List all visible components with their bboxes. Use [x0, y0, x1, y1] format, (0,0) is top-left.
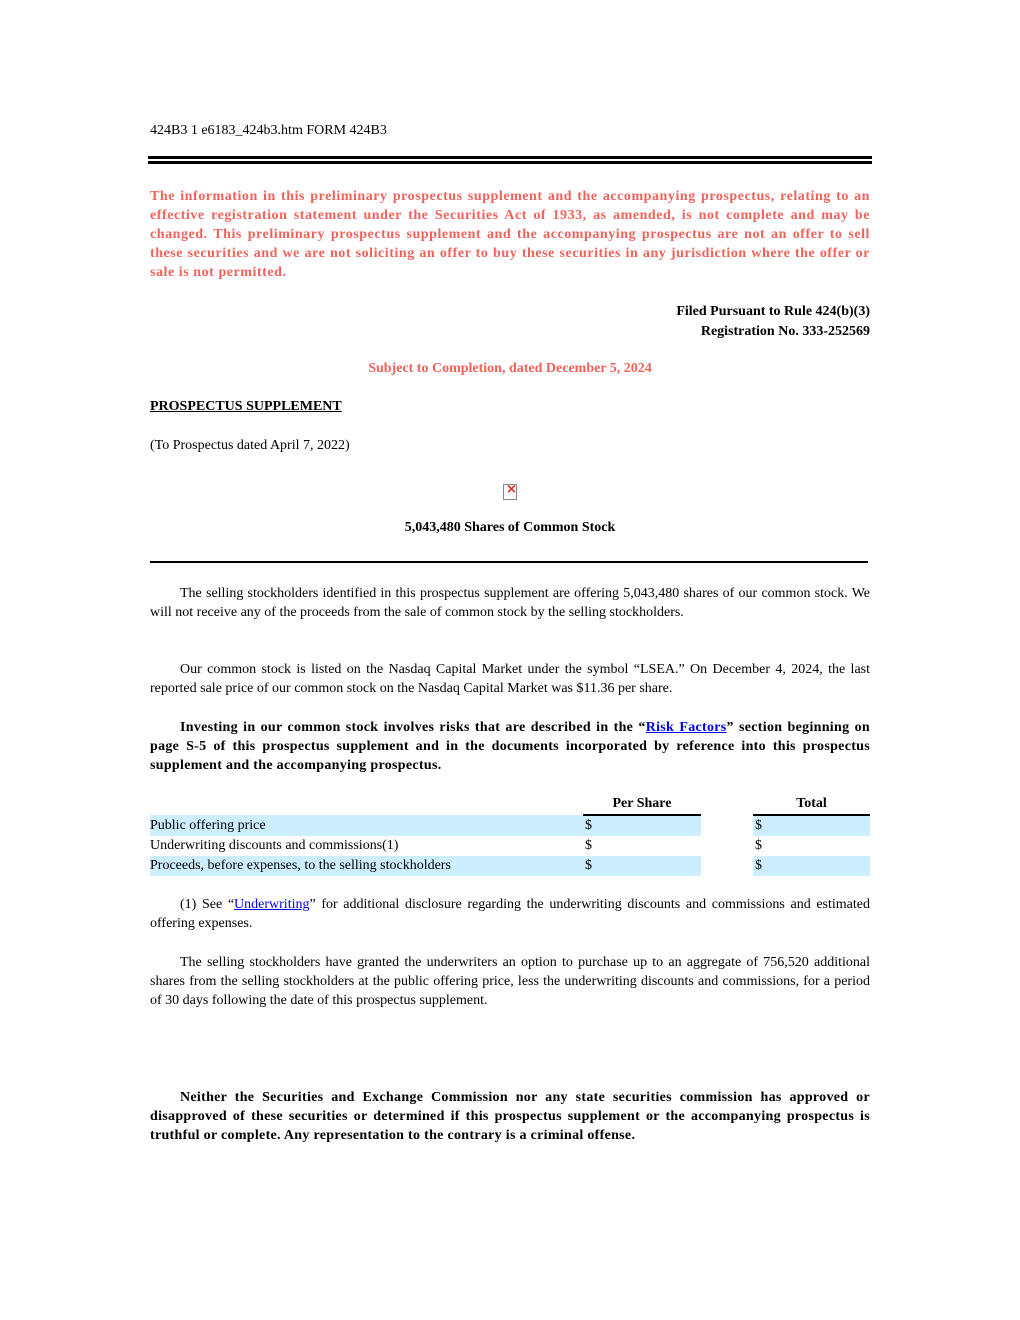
total-value: $ — [753, 856, 870, 876]
table-row — [150, 815, 870, 836]
column-header-per-share: Per Share — [583, 794, 701, 815]
filing-rule: Filed Pursuant to Rule 424(b)(3) — [676, 304, 870, 319]
footnote-text-before: (1) See “ — [180, 897, 235, 912]
shares-title: 5,043,480 Shares of Common Stock — [404, 520, 616, 535]
option-paragraph: The selling stockholders have granted the underwriters an option to purchase up to an aggregate of 756,520 additional shares from the selling stockholders at the public offering price, less the underwriting discounts and commissions, for a period of 30 days following the date of this prospectus supplement. — [150, 955, 870, 1008]
double-rule-divider — [148, 156, 872, 164]
per-share-value: $ — [583, 815, 701, 836]
column-header-total: Total — [753, 794, 870, 815]
preliminary-notice: The information in this preliminary prospectus supplement and the accompanying prospectus, relating to an effective registration statement under the Securities Act of 1933, as amended, is not complete and may be changed. This preliminary prospectus supplement and the accompanying prospectus are not an offer to sell these securities and we are not soliciting an offer to buy these securities in any jurisdiction where the offer or sale is not permitted. — [150, 189, 870, 280]
prospectus-reference: (To Prospectus dated April 7, 2022) — [150, 438, 350, 453]
risk-paragraph — [150, 718, 870, 775]
filing-info — [676, 302, 870, 342]
filing-header: 424B3 1 e6183_424b3.htm FORM 424B3 — [150, 123, 387, 138]
offering-paragraph: The selling stockholders identified in this prospectus supplement are offering 5,043,480 shares of our common stock. We will not receive any of the proceeds from the sale of common stock by the selling stockholders. — [150, 586, 870, 620]
footnote — [150, 895, 870, 933]
table-row — [150, 856, 870, 876]
broken-image-icon — [503, 484, 517, 500]
per-share-value: $ — [585, 838, 592, 853]
row-label: Proceeds, before expenses, to the selling stockholders — [150, 856, 583, 876]
row-label: Public offering price — [150, 815, 583, 836]
total-value: $ — [755, 838, 762, 853]
per-share-value: $ — [583, 856, 701, 876]
footnote-text-after: ” for additional disclosure regarding the underwriting discounts and commissions and estimated offering expenses. — [150, 897, 870, 931]
subject-to-completion: Subject to Completion, dated December 5, 2024 — [368, 361, 652, 376]
risk-text-after: ” section beginning on page S-5 of this prospectus supplement and in the documents incorporated by reference into this prospectus supplement and the accompanying prospectus. — [150, 720, 870, 773]
risk-text-before: Investing in our common stock involves risks that are described in the “ — [180, 720, 646, 735]
sec-disclaimer: Neither the Securities and Exchange Commission nor any state securities commission has approved or disapproved of these securities or determined if this prospectus supplement or the accompanying prospectus is truthful or complete. Any representation to the contrary is a criminal offense. — [150, 1090, 870, 1143]
table-header-row — [150, 794, 870, 815]
table-row — [150, 836, 870, 856]
risk-factors-link[interactable]: Risk Factors — [645, 720, 727, 735]
underwriting-link[interactable]: Underwriting — [234, 897, 310, 912]
registration-number: Registration No. 333-252569 — [700, 324, 870, 339]
prospectus-supplement-title: PROSPECTUS SUPPLEMENT — [150, 399, 342, 414]
listing-paragraph: Our common stock is listed on the Nasdaq Capital Market under the symbol “LSEA.” On December 4, 2024, the last reported sale price of our common stock on the Nasdaq Capital Market was $11.36 per share. — [150, 662, 870, 696]
pricing-table — [150, 794, 870, 876]
row-label: Underwriting discounts and commissions(1) — [150, 838, 399, 853]
total-value: $ — [753, 815, 870, 836]
section-divider — [150, 561, 868, 563]
